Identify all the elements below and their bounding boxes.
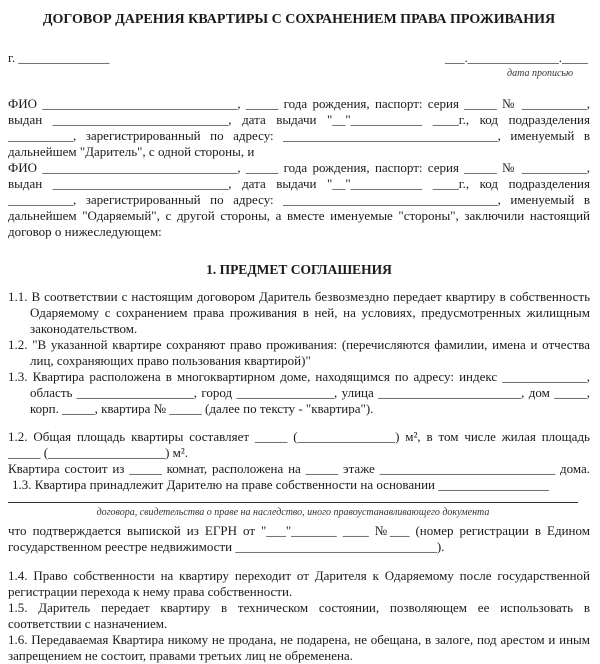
clause-note: договора, свидетельства о праве на наследство, иного правоустанавливающего документа (96, 507, 490, 518)
clause-line: корп. _____, квартира № _____ (далее по тексту - "квартира"). (30, 401, 374, 416)
date-note: дата прописью (507, 68, 573, 79)
clause-line: Квартира состоит из _____ комнат, расположена на _____ этаже ___________________________ дома. (8, 461, 590, 476)
party-line: выдан ___________________________, дата выдачи "__"___________ ____г., код подразделения (8, 176, 590, 191)
clause-line: лиц, сохраняющих право пользования квартирой)" (30, 353, 311, 368)
clause-line: 1.2. "В указанной квартире сохраняют право проживания: (перечисляются фамилии, имена и отчества (8, 337, 590, 352)
clause-line: 1.3. Квартира расположена в многоквартирном доме, находящимся по адресу: индекс _____________, (8, 369, 590, 384)
date-field: ___.______________.____ (445, 50, 588, 65)
clause-line: 1.2. Общая площадь квартиры составляет _____ (_______________) м², в том числе жилая площадь (8, 429, 590, 444)
party-line: выдан ___________________________, дата выдачи "__"___________ ____г., код подразделения (8, 112, 590, 127)
section-heading: 1. ПРЕДМЕТ СОГЛАШЕНИЯ (206, 262, 392, 277)
city-field: г. ______________ (8, 50, 110, 65)
clause-line: 1.4. Право собственности на квартиру переходит от Дарителя к Одаряемому после государственной (8, 568, 590, 583)
party-line: ФИО ______________________________, _____ года рождения, паспорт: серия _____ № __________, (8, 96, 590, 111)
clause-line: соответствии с назначением. (8, 616, 168, 631)
party-line: дальнейшем "Одаряемый", с другой стороны, а вместе именуемые "стороны", заключили настоящий (8, 208, 590, 223)
document-title: ДОГОВОР ДАРЕНИЯ КВАРТИРЫ С СОХРАНЕНИЕМ ПРАВА ПРОЖИВАНИЯ (42, 12, 556, 27)
party-line: ФИО ______________________________, _____ года рождения, паспорт: серия _____ № __________, (8, 160, 590, 175)
clause-line: 1.6. Передаваемая Квартира никому не продана, не подарена, не обещана, в залоге, под арестом и иным (8, 632, 590, 647)
party-line: __________, зарегистрированный по адресу: _________________________________, именуемый в (8, 128, 590, 143)
clause-line: запрещением не состоит, правами третьих лиц не обременена. (8, 648, 353, 663)
clause-line: область __________________, город _______________, улица ______________________, дом _____, (30, 385, 590, 400)
blank-line (8, 502, 578, 503)
clause-line: 1.1. В соответствии с настоящим договором Даритель безвозмездно передает квартиру в собственность (8, 289, 590, 304)
party-line: договор о нижеследующем: (8, 224, 162, 239)
clause-line: регистрации перехода к нему права собственности. (8, 584, 293, 599)
clause-line: Одаряемому с сохранением права проживания в ней, на условиях, предусмотренных жилищным (30, 305, 590, 320)
clause-line: законодательством. (30, 321, 138, 336)
clause-line: 1.3. Квартира принадлежит Дарителю на праве собственности на основании _________________ (12, 477, 549, 492)
party-line: дальнейшем "Даритель", с одной стороны, и (8, 144, 255, 159)
clause-line: государственном реестре недвижимости _______________________________). (8, 539, 445, 554)
clause-line: _____ (__________________) м². (8, 445, 189, 460)
clause-line: что подтверждается выпиской из ЕГРН от "___"_______ ____ №___ (номер регистрации в Едином (8, 523, 590, 538)
clause-line: 1.5. Даритель передает квартиру в техническом состоянии, позволяющем ее использовать в (8, 600, 590, 615)
party-line: __________, зарегистрированный по адресу: _________________________________, именуемый в (8, 192, 590, 207)
